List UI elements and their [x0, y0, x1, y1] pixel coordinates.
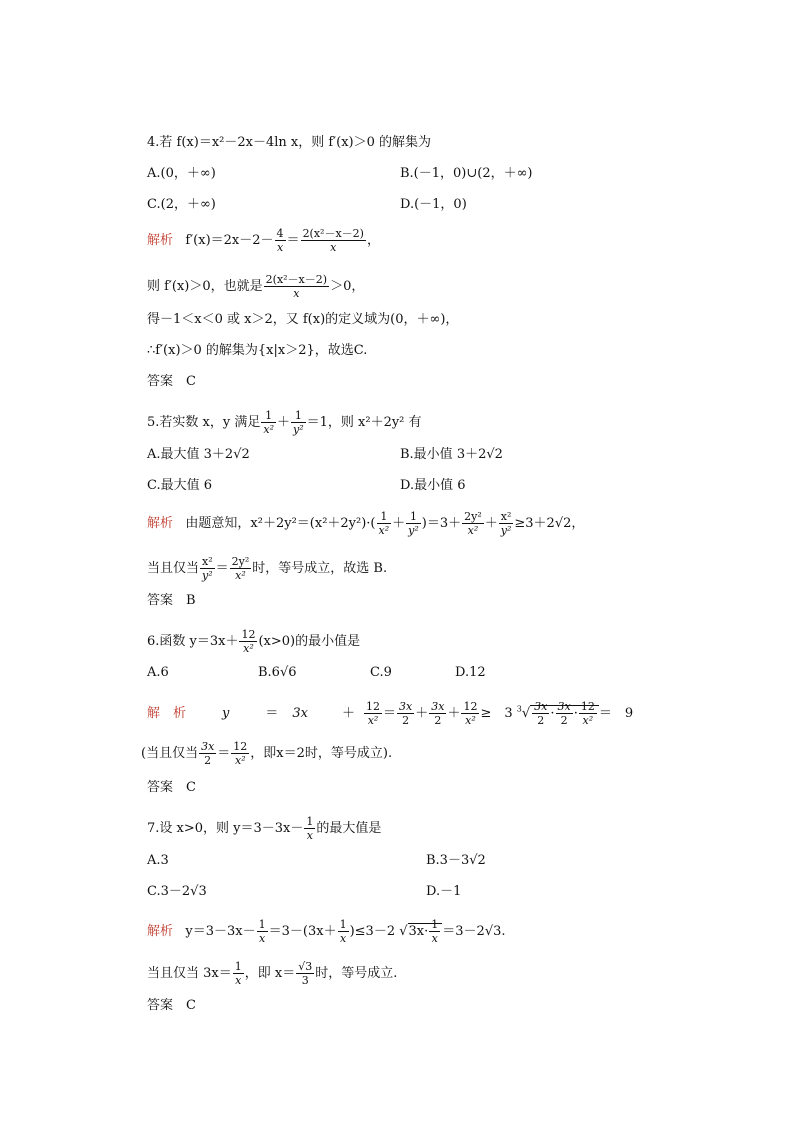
- q5-analysis-line-1: 解析 由题意知，x²＋2y²＝(x²＋2y²)·( $\frac{1}{\text{x²}}$ ＋ $\frac{1}{\text{y²}}$ )＝3＋ $\frac{\text{2y²}}{\text{x²}}$ ＋ $\frac{\text{x²}}{\text{y²}}$ ≥3＋2√2，: [147, 510, 585, 537]
- q5-option-d: D.最小值 6: [400, 478, 466, 493]
- radicand: $\frac{3x}{2}$ · $\frac{3x}{2}$ · $\frac{12}{\text{x²}}$: [530, 705, 599, 721]
- q6-analysis-line-1: 解 析 y ＝ 3x ＋ $\frac{12}{\text{x²}}$ ＝ $\frac{3x}{2}$ ＋ $\frac{3x}{2}$ ＋ $\frac{12}{\text{x²}}$ ≥ 3 $^3$√ $\frac{3x}{2}$ · $\frac{3x}{2}$ · $\frac{12}{\text{x²}}$ ＝ 9: [147, 700, 634, 727]
- q4-analysis-line-1: 解析 f′(x)＝2x－2－ $\frac{4}{x}$ ＝ $\frac{\text{2(x²－x－2)}}{x}$ ，: [147, 227, 380, 254]
- q5-option-a: A.最大值 3＋2√2: [147, 447, 250, 462]
- q4-answer: 答案 C: [147, 374, 196, 389]
- fraction: $\frac{1}{\text{x²}}$: [263, 409, 274, 436]
- q6-option-a: A.6: [147, 665, 169, 680]
- q7-option-c: C.3－2√3: [147, 884, 207, 899]
- q5-option-c: C.最大值 6: [147, 478, 213, 493]
- fraction: $\frac{4}{x}$: [276, 227, 284, 254]
- fraction: $\frac{√3}{3}$: [298, 960, 313, 987]
- q7-option-d: D.－1: [426, 884, 462, 899]
- fraction: $\frac{\text{2y²}}{\text{x²}}$: [231, 555, 250, 582]
- fraction: $\frac{\text{2(x²－x－2)}}{x}$: [265, 273, 328, 300]
- fraction: $\frac{3x}{2}$: [201, 740, 215, 767]
- fraction: $\frac{12}{\text{x²}}$: [366, 700, 381, 727]
- q7-option-b: B.3－3√2: [426, 853, 486, 868]
- fraction: $\frac{1}{x}$: [339, 918, 347, 945]
- fraction: $\frac{3x}{2}$: [399, 700, 413, 727]
- fraction: $\frac{1}{\text{x²}}$: [378, 510, 390, 537]
- fraction: $\frac{1}{\text{y²}}$: [293, 409, 304, 436]
- q7-stem: 7.设 x>0，则 y＝3－3x－ $\frac{1}{x}$ 的最大值是: [147, 815, 382, 842]
- fraction: $\frac{12}{\text{x²}}$: [241, 628, 256, 655]
- q4-option-b: B.(－1，0)∪(2，＋∞): [400, 166, 533, 181]
- q4-analysis-line-3: 得－1＜x＜0 或 x＞2，又 f(x)的定义域为(0，＋∞)，: [147, 312, 459, 327]
- q7-option-a: A.3: [147, 853, 169, 868]
- q4-option-c: C.(2，＋∞): [147, 197, 216, 212]
- analysis-label: 解析: [147, 924, 174, 939]
- math-text: f′(x)＝2x－2－: [185, 233, 274, 248]
- q4-option-a: A.(0，＋∞): [147, 166, 216, 181]
- q6-stem: 6.函数 y＝3x＋ $\frac{12}{\text{x²}}$ (x>0)的最小值是: [147, 628, 361, 655]
- q7-answer: 答案 C: [147, 998, 196, 1013]
- fraction: $\frac{1}{x}$: [234, 960, 242, 987]
- q4-stem: 4.若 f(x)＝x²－2x－4ln x，则 f′(x)＞0 的解集为: [147, 135, 432, 150]
- q6-answer: 答案 C: [147, 780, 196, 795]
- fraction: $\frac{\text{2(x²－x－2)}}{x}$: [302, 227, 364, 254]
- q5-analysis-line-2: 当且仅当 $\frac{\text{x²}}{\text{y²}}$ ＝ $\frac{\text{2y²}}{\text{x²}}$ 时，等号成立，故选 B.: [147, 555, 388, 582]
- q4-analysis-line-4: ∴f′(x)＞0 的解集为{x|x＞2}，故选C.: [147, 343, 368, 358]
- q5-option-b: B.最小值 3＋2√2: [400, 447, 503, 462]
- q5-stem: 5.若实数 x，y 满足 $\frac{1}{\text{x²}}$ ＋ $\frac{1}{\text{y²}}$ ＝1，则 x²＋2y² 有: [147, 409, 422, 436]
- q7-analysis-line-1: 解析 y＝3－3x－ $\frac{1}{x}$ ＝3－(3x＋ $\frac{1}{x}$ )≤3－2 √3x· $\frac{1}{x}$ ＝3－2√3.: [147, 918, 506, 945]
- fraction: $\frac{1}{\text{y²}}$: [408, 510, 419, 537]
- fraction: $\frac{\text{2y²}}{\text{x²}}$: [464, 510, 482, 537]
- q6-analysis-line-2: (当且仅当 $\frac{3x}{2}$ ＝ $\frac{12}{\text{x²}}$ ，即x＝2时，等号成立).: [141, 740, 393, 767]
- analysis-label: 解析: [147, 233, 174, 248]
- fraction: $\frac{1}{x}$: [306, 815, 314, 842]
- fraction: $\frac{12}{\text{x²}}$: [233, 740, 248, 767]
- fraction: $\frac{12}{\text{x²}}$: [463, 700, 478, 727]
- radicand: 3x· $\frac{1}{x}$: [408, 923, 443, 939]
- q4-analysis-line-2: 则 f′(x)＞0，也就是 $\frac{\text{2(x²－x－2)}}{x}$ ＞0，: [147, 273, 365, 300]
- analysis-label: 解析: [147, 516, 174, 531]
- q6-option-d: D.12: [455, 665, 486, 680]
- fraction: $\frac{3x}{2}$: [431, 700, 445, 727]
- fraction: $\frac{\text{x²}}{\text{y²}}$: [500, 510, 512, 537]
- root-index: 3: [516, 704, 522, 714]
- q4-option-d: D.(－1，0): [400, 197, 467, 212]
- q6-option-b: B.6√6: [258, 665, 297, 680]
- analysis-label: 解 析: [147, 706, 187, 721]
- q7-analysis-line-2: 当且仅当 3x＝ $\frac{1}{x}$ ，即 x＝ $\frac{√3}{3}$ 时，等号成立.: [147, 960, 398, 987]
- fraction: $\frac{1}{x}$: [258, 918, 266, 945]
- fraction: $\frac{\text{x²}}{\text{y²}}$: [202, 555, 213, 582]
- q6-option-c: C.9: [370, 665, 392, 680]
- q5-answer: 答案 B: [147, 593, 196, 608]
